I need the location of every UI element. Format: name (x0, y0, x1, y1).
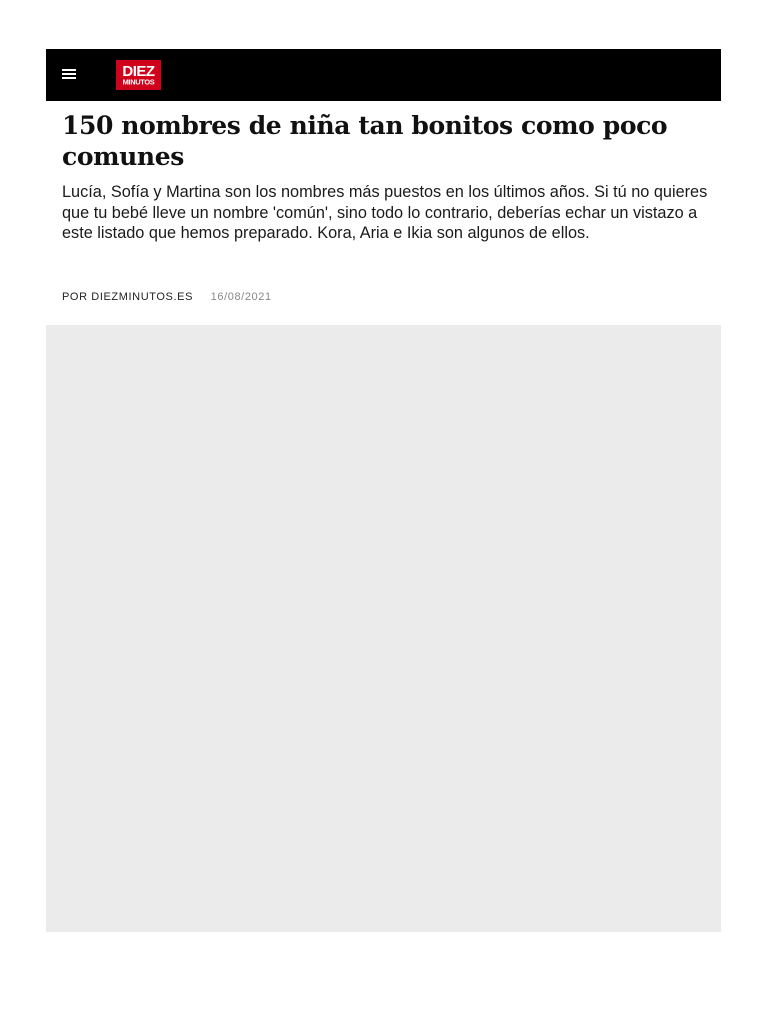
diezminutos-logo-icon (116, 60, 161, 90)
logo-text-bottom: MINUTOS (122, 77, 155, 87)
menu-bar-line (62, 69, 76, 71)
hamburger-menu-icon[interactable] (60, 65, 80, 85)
article-date: 16/08/2021 (210, 291, 272, 303)
logo-text-top: DIEZ (122, 63, 155, 80)
article-author[interactable]: POR DIEZMINUTOS.ES (62, 291, 193, 303)
article-meta (62, 291, 272, 303)
article-subtitle: Lucía, Sofía y Martina son los nombres más puestos en los últimos años. Si tú no quieres que tu bebé lleve un nombre 'común', sino todo lo contrario, deberías echar un vistazo a este listado que hemos preparado. Kora, Aria e Ikia son algunos de ellos. (62, 183, 708, 243)
menu-bar-line (62, 73, 76, 75)
site-logo[interactable] (116, 60, 161, 90)
article-title: 150 nombres de niña tan bonitos como poco comunes (62, 111, 668, 171)
top-navigation-bar (46, 49, 721, 101)
menu-bar-line (62, 77, 76, 79)
article-header (62, 110, 712, 244)
article-image-placeholder (46, 325, 721, 932)
